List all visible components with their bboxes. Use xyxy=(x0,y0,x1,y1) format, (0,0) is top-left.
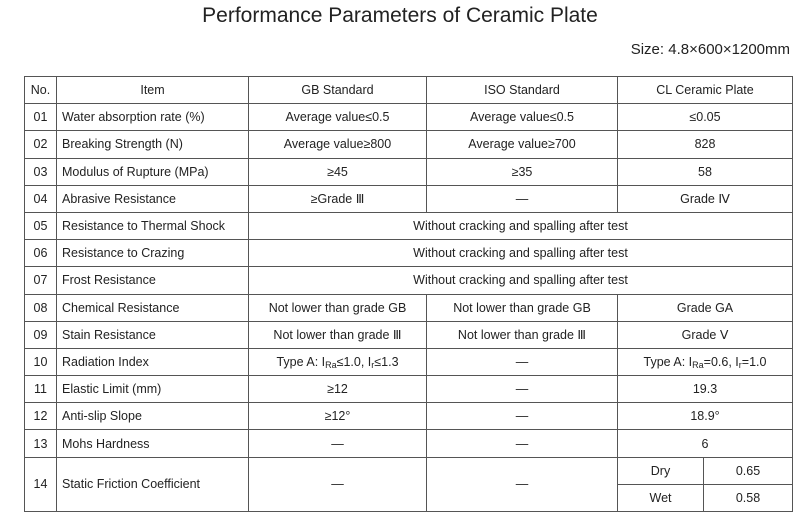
radiation-cl-mid: =0.6, I xyxy=(703,354,739,369)
row-no: 13 xyxy=(25,430,57,457)
radiation-gb-sub-r: r xyxy=(371,359,375,370)
row-gb: Average value≥800 xyxy=(249,131,427,158)
row-gb: ≥12° xyxy=(249,403,427,430)
row-no: 05 xyxy=(25,212,57,239)
header-iso: ISO Standard xyxy=(427,77,618,104)
row-item: Frost Resistance xyxy=(57,267,249,294)
row-cl: 828 xyxy=(618,131,793,158)
row-cl xyxy=(618,348,793,375)
row-no: 03 xyxy=(25,158,57,185)
table-row xyxy=(25,104,793,131)
row-item: Abrasive Resistance xyxy=(57,185,249,212)
row-gb: ≥12 xyxy=(249,376,427,403)
radiation-cl-suffix: =1.0 xyxy=(741,354,767,369)
row-gb: Not lower than grade GB xyxy=(249,294,427,321)
radiation-gb-prefix: Type A: I xyxy=(276,354,326,369)
table-row xyxy=(25,376,793,403)
row-iso: Not lower than grade GB xyxy=(427,294,618,321)
row-iso: — xyxy=(427,185,618,212)
row-no: 02 xyxy=(25,131,57,158)
table-row xyxy=(25,348,793,375)
row-cl: Grade GA xyxy=(618,294,793,321)
row-gb: Average value≤0.5 xyxy=(249,104,427,131)
table-row xyxy=(25,321,793,348)
row-gb: Not lower than grade Ⅲ xyxy=(249,321,427,348)
radiation-cl-prefix: Type A: I xyxy=(643,354,693,369)
table-row xyxy=(25,212,793,239)
row-no: 14 xyxy=(25,457,57,511)
row-no: 07 xyxy=(25,267,57,294)
row-iso: Not lower than grade Ⅲ xyxy=(427,321,618,348)
row-gb: ≥45 xyxy=(249,158,427,185)
radiation-cl-sub-r: r xyxy=(738,359,742,370)
row-item: Resistance to Thermal Shock xyxy=(57,212,249,239)
row-cl: 58 xyxy=(618,158,793,185)
table-row xyxy=(25,158,793,185)
row-item: Mohs Hardness xyxy=(57,430,249,457)
row-iso: — xyxy=(427,376,618,403)
row-iso: — xyxy=(427,403,618,430)
row-cl: 19.3 xyxy=(618,376,793,403)
header-no: No. xyxy=(25,77,57,104)
row-item: Elastic Limit (mm) xyxy=(57,376,249,403)
row-cl: 18.9° xyxy=(618,403,793,430)
friction-wet-label: Wet xyxy=(618,484,704,511)
row-no: 04 xyxy=(25,185,57,212)
friction-wet-value: 0.58 xyxy=(704,484,793,511)
header-row xyxy=(25,77,793,104)
row-no: 10 xyxy=(25,348,57,375)
row-no: 09 xyxy=(25,321,57,348)
table-row xyxy=(25,131,793,158)
row-cl: Grade Ⅳ xyxy=(618,185,793,212)
table-row xyxy=(25,294,793,321)
row-no: 12 xyxy=(25,403,57,430)
row-no: 11 xyxy=(25,376,57,403)
row-item: Stain Resistance xyxy=(57,321,249,348)
header-gb: GB Standard xyxy=(249,77,427,104)
row-iso: Average value≥700 xyxy=(427,131,618,158)
radiation-cl-sub-ra: Ra xyxy=(692,359,704,370)
header-item: Item xyxy=(57,77,249,104)
friction-dry-label: Dry xyxy=(618,457,704,484)
row-item: Anti-slip Slope xyxy=(57,403,249,430)
row-iso: — xyxy=(427,348,618,375)
row-iso: — xyxy=(427,430,618,457)
row-item: Resistance to Crazing xyxy=(57,240,249,267)
row-no: 06 xyxy=(25,240,57,267)
radiation-gb-mid: ≤1.0, I xyxy=(336,354,372,369)
row-gb xyxy=(249,348,427,375)
row-merged: Without cracking and spalling after test xyxy=(249,212,793,239)
row-item: Breaking Strength (N) xyxy=(57,131,249,158)
size-label: Size: 4.8×600×1200mm xyxy=(630,41,790,58)
table-row xyxy=(25,403,793,430)
row-cl: 6 xyxy=(618,430,793,457)
row-cl: Grade Ⅴ xyxy=(618,321,793,348)
row-gb: — xyxy=(249,457,427,511)
table-row xyxy=(25,267,793,294)
row-item: Modulus of Rupture (MPa) xyxy=(57,158,249,185)
row-no: 01 xyxy=(25,104,57,131)
header-cl: CL Ceramic Plate xyxy=(618,77,793,104)
radiation-gb-sub-ra: Ra xyxy=(325,359,337,370)
row-item: Chemical Resistance xyxy=(57,294,249,321)
row-merged: Without cracking and spalling after test xyxy=(249,240,793,267)
table-row xyxy=(25,430,793,457)
row-no: 08 xyxy=(25,294,57,321)
friction-dry-value: 0.65 xyxy=(704,457,793,484)
row-iso: Average value≤0.5 xyxy=(427,104,618,131)
table-row xyxy=(25,185,793,212)
row-iso: ≥35 xyxy=(427,158,618,185)
row-item: Radiation Index xyxy=(57,348,249,375)
page-title: Performance Parameters of Ceramic Plate xyxy=(202,4,598,27)
row-merged: Without cracking and spalling after test xyxy=(249,267,793,294)
row-gb: — xyxy=(249,430,427,457)
row-cl: ≤0.05 xyxy=(618,104,793,131)
row-gb: ≥Grade Ⅲ xyxy=(249,185,427,212)
parameters-table xyxy=(24,76,793,512)
table-row xyxy=(25,240,793,267)
table-row xyxy=(25,457,793,484)
row-item: Static Friction Coefficient xyxy=(57,457,249,511)
radiation-gb-suffix: ≤1.3 xyxy=(374,354,399,369)
row-iso: — xyxy=(427,457,618,511)
row-item: Water absorption rate (%) xyxy=(57,104,249,131)
